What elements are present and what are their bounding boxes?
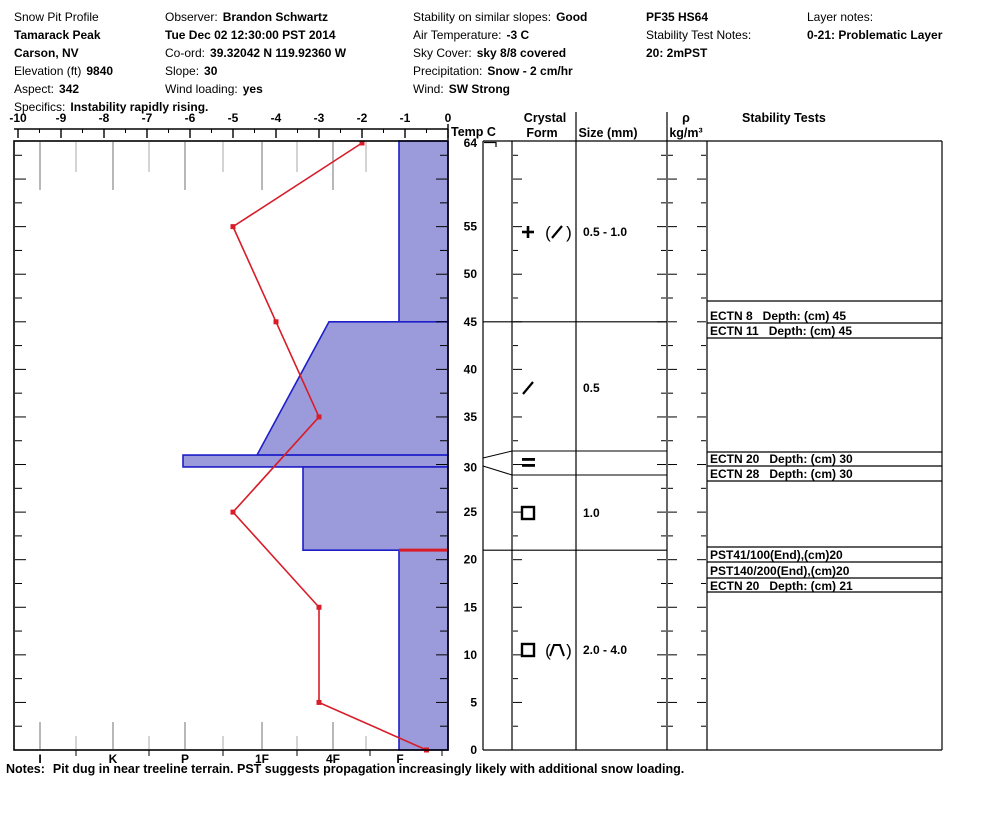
crystal-facet-icon (522, 507, 534, 519)
field-label: Layer notes: (807, 10, 874, 24)
temperature-point (274, 319, 279, 324)
temp-axis-label: -8 (98, 111, 110, 125)
surface-mark (484, 143, 496, 148)
field-value: Good (556, 10, 588, 24)
field-value: 30 (204, 64, 218, 78)
temperature-point (317, 414, 322, 419)
depth-label: 0 (470, 743, 477, 757)
grain-size-value: 2.0 - 4.0 (583, 643, 628, 657)
temperature-point (231, 510, 236, 515)
hardness-layer (303, 467, 448, 550)
depth-label: 50 (463, 267, 477, 282)
stability-test-entry: PST41/100(End),(cm)20 (710, 548, 843, 562)
crystal-crust-icon (522, 458, 535, 461)
hardness-label: 4F (325, 752, 341, 766)
field-value: 342 (59, 82, 80, 96)
temperature-point (317, 605, 322, 610)
stability-test-entry: ECTN 8 Depth: (cm) 45 (710, 309, 847, 323)
field-label: Stability Test Notes: (646, 28, 752, 42)
field-value: Tamarack Peak (14, 28, 101, 42)
depth-label: 10 (463, 647, 477, 662)
temp-axis-label: -4 (270, 111, 282, 125)
temp-axis-label: -9 (55, 111, 67, 125)
hardness-label: I (38, 752, 42, 766)
field-value: Tue Dec 02 12:30:00 PST 2014 (165, 28, 336, 42)
field-label: Stability on similar slopes: (413, 10, 552, 24)
crystal-slash-icon (552, 226, 562, 238)
hardness-layer (399, 141, 448, 322)
depth-label: 45 (463, 314, 477, 329)
notes-label: Notes: (6, 762, 45, 776)
temperature-point (317, 700, 322, 705)
field-value: Brandon Schwartz (222, 10, 329, 24)
field-value: Carson, NV (14, 46, 79, 60)
field-value: sky 8/8 covered (476, 46, 567, 60)
crystal-facet-icon (522, 644, 534, 656)
grain-size-value: 0.5 - 1.0 (583, 225, 628, 239)
field-label: Elevation (ft) (14, 64, 82, 78)
hardness-layer (183, 455, 448, 467)
field-label: Observer: (165, 10, 218, 24)
hardness-label: 1F (254, 752, 270, 766)
paren-glyph: ( (545, 641, 551, 660)
depth-label: 64 (463, 136, 477, 150)
paren-glyph: ) (566, 641, 572, 660)
notes-line (6, 762, 684, 776)
hardness-layer (399, 550, 448, 750)
stability-test-entry: ECTN 20 Depth: (cm) 21 (710, 579, 853, 593)
density-header-unit: kg/m³ (669, 126, 703, 140)
flare-line (483, 466, 512, 475)
field-value: 9840 (86, 64, 114, 78)
field-value: SW Strong (448, 82, 511, 96)
field-label: Air Temperature: (413, 28, 502, 42)
temp-axis-label: -3 (313, 111, 325, 125)
depth-label: 35 (463, 409, 477, 424)
size-header: Size (mm) (578, 126, 638, 140)
hardness-label: K (108, 752, 118, 766)
notes-text: Pit dug in near treeline terrain. PST suggests propagation increasingly likely with additional snow loading. (52, 762, 685, 776)
temp-axis-label: -5 (227, 111, 239, 125)
grain-size-value: 1.0 (583, 506, 600, 520)
crystal-crust-icon (522, 464, 535, 467)
crystal-depth-hoar-icon (550, 645, 564, 656)
field-label: Sky Cover: (413, 46, 472, 60)
field-value: 20: 2mPST (646, 46, 708, 60)
depth-label: 25 (463, 505, 477, 520)
field-value: PF35 HS64 (646, 10, 709, 24)
depth-label: 55 (463, 219, 477, 234)
temp-axis-label: -1 (399, 111, 411, 125)
stability-test-entry: ECTN 11 Depth: (cm) 45 (710, 324, 853, 338)
tests-header: Stability Tests (742, 111, 826, 125)
temp-axis-label: 0 (444, 111, 452, 125)
paren-glyph: ) (566, 223, 572, 242)
form-header: Form (526, 126, 558, 140)
field-label: Snow Pit Profile (14, 10, 99, 24)
depth-label: 5 (470, 695, 477, 710)
temp-axis-label: -10 (9, 111, 27, 125)
depth-label: 40 (463, 362, 477, 377)
stability-test-entry: PST140/200(End),(cm)20 (710, 564, 850, 578)
field-label: Slope: (165, 64, 200, 78)
field-label: Precipitation: (413, 64, 483, 78)
crystal-slash-icon (523, 382, 533, 394)
paren-glyph: ( (545, 223, 551, 242)
field-label: Wind: (413, 82, 444, 96)
depth-label: 15 (463, 600, 477, 615)
field-value: -3 C (506, 28, 530, 42)
stability-test-entry: ECTN 28 Depth: (cm) 30 (710, 467, 853, 481)
hardness-label: P (180, 752, 190, 766)
depth-label: 20 (463, 552, 477, 567)
temp-axis-title: Temp C (451, 125, 496, 139)
temp-axis-label: -2 (356, 111, 368, 125)
field-label: Specifics: (14, 100, 66, 114)
field-value: Instability rapidly rising. (70, 100, 209, 114)
field-value: Snow - 2 cm/hr (487, 64, 573, 78)
stability-test-entry: ECTN 20 Depth: (cm) 30 (710, 452, 853, 466)
field-value: yes (242, 82, 263, 96)
field-label: Wind loading: (165, 82, 238, 96)
grain-size-value: 0.5 (583, 381, 600, 395)
field-label: Co-ord: (165, 46, 206, 60)
density-header-symbol: ρ (682, 111, 690, 125)
crystal-header: Crystal (523, 111, 567, 125)
temp-axis-label: -6 (184, 111, 196, 125)
field-label: Aspect: (14, 82, 55, 96)
hardness-label: F (396, 752, 404, 766)
temp-axis-label: -7 (141, 111, 153, 125)
field-value: 0-21: Problematic Layer (807, 28, 943, 42)
flare-line (483, 451, 512, 458)
depth-label: 30 (463, 460, 477, 475)
field-value: 39.32042 N 119.92360 W (210, 46, 347, 60)
temperature-point (231, 224, 236, 229)
